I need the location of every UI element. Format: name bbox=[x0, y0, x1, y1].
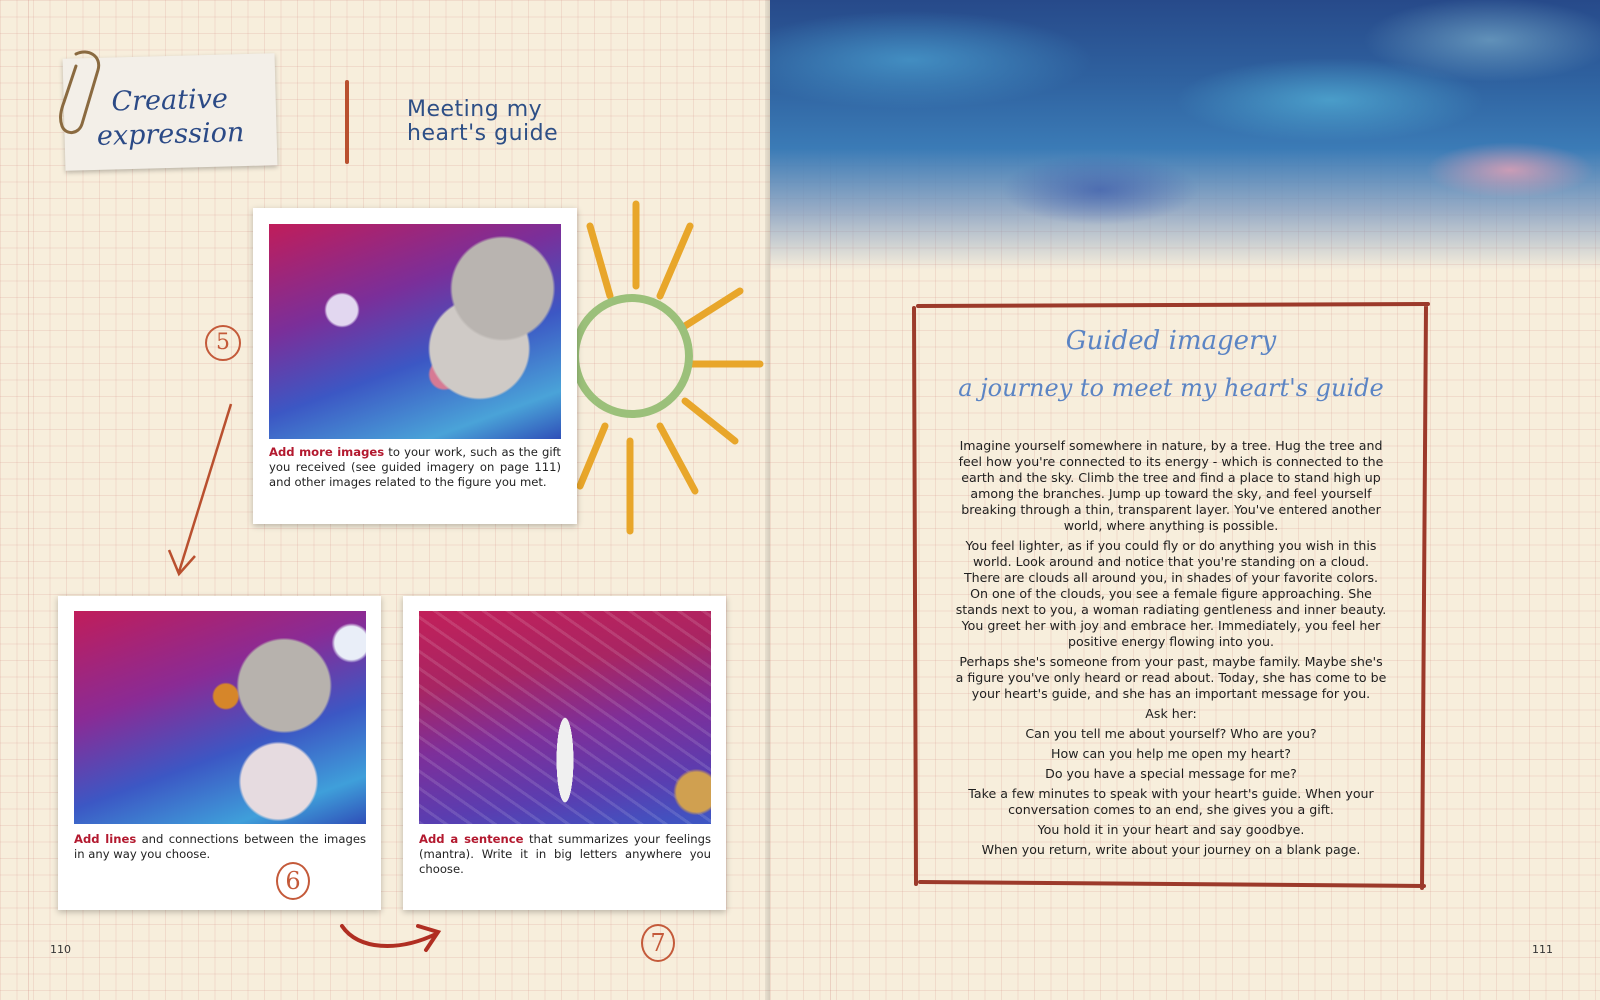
step-card-6 bbox=[58, 596, 381, 910]
story-paragraph: When you return, write about your journey on a blank page. bbox=[981, 842, 1361, 857]
story-question: How can you help me open my heart? bbox=[1051, 746, 1291, 761]
margin-line bbox=[28, 0, 29, 1000]
step-card-7 bbox=[403, 596, 726, 910]
card-5-highlight: Add more images bbox=[269, 445, 385, 459]
story-paragraph: You hold it in your heart and say goodbye. bbox=[1037, 822, 1305, 837]
page-number-left: 110 bbox=[50, 943, 71, 956]
guided-imagery-title: Guided imagery bbox=[1065, 326, 1277, 356]
step-card-5 bbox=[253, 208, 577, 524]
tag-line-2: expression bbox=[96, 117, 245, 152]
paperclip-icon bbox=[46, 44, 106, 144]
story-paragraph: Take a few minutes to speak with your heart's guide. When your conversation comes to an end, she gives you a gift. bbox=[968, 786, 1374, 817]
page-subtitle: Meeting my heart's guide bbox=[407, 97, 559, 146]
step-number-7: 7 bbox=[641, 924, 675, 962]
story-question: Do you have a special message for me? bbox=[1045, 766, 1297, 781]
arrow-down-icon bbox=[165, 400, 245, 580]
tag-line-1: Creative bbox=[111, 83, 229, 118]
card-7-text: that summarizes your feelings (mantra). Write it in big letters anywhere you choose. bbox=[419, 832, 711, 876]
story-paragraph: Ask her: bbox=[1145, 706, 1197, 721]
painted-sky-image bbox=[770, 0, 1600, 270]
step-number-5: 5 bbox=[205, 325, 241, 361]
step-number-6: 6 bbox=[276, 862, 310, 900]
card-5-text: to your work, such as the gift you received (see guided imagery on page 111) and other images related to the figure you met. bbox=[269, 445, 561, 489]
card-6-caption bbox=[74, 832, 366, 862]
collage-image bbox=[269, 224, 561, 439]
card-7-caption bbox=[419, 832, 711, 877]
card-6-text: and connections between the images in any way you choose. bbox=[74, 832, 366, 861]
guided-imagery-text bbox=[955, 438, 1387, 862]
left-page bbox=[0, 0, 770, 1000]
story-paragraph: Perhaps she's someone from your past, maybe family. Maybe she's a figure you've only heard or read about. Today, she has come to be your heart's guide, and she has an important message for you. bbox=[955, 654, 1387, 701]
guided-imagery-subtitle: a journey to meet my heart's guide bbox=[958, 374, 1384, 402]
collage-image bbox=[419, 611, 711, 824]
title-divider bbox=[345, 80, 349, 164]
collage-image bbox=[74, 611, 366, 824]
story-paragraph: Imagine yourself somewhere in nature, by a tree. Hug the tree and feel how you're connected to its energy - which is connected to the earth and the sky. Climb the tree and find a place to stand high up among the branches. Jump up toward the sky, and feel yourself breaking through a thin, transparent layer. You've entered another world, where anything is possible. bbox=[958, 438, 1384, 533]
card-6-highlight: Add lines bbox=[74, 832, 137, 846]
arrow-right-icon bbox=[338, 920, 448, 965]
card-5-caption bbox=[269, 445, 561, 490]
story-question: Can you tell me about yourself? Who are you? bbox=[1025, 726, 1317, 741]
card-7-highlight: Add a sentence bbox=[419, 832, 524, 846]
sun-sketch-icon bbox=[560, 196, 770, 546]
page-number-right: 111 bbox=[1532, 943, 1553, 956]
right-page bbox=[770, 0, 1600, 1000]
story-paragraph: You feel lighter, as if you could fly or do anything you wish in this world. Look around and notice that you're standing on a cloud. There are clouds all around you, in shades of your favorite colors. On one of the clouds, you see a female figure approaching. She stands next to you, a woman radiating gentleness and inner beauty. You greet her with joy and embrace her. Immediately, you feel her positive energy flowing into you. bbox=[955, 538, 1387, 649]
